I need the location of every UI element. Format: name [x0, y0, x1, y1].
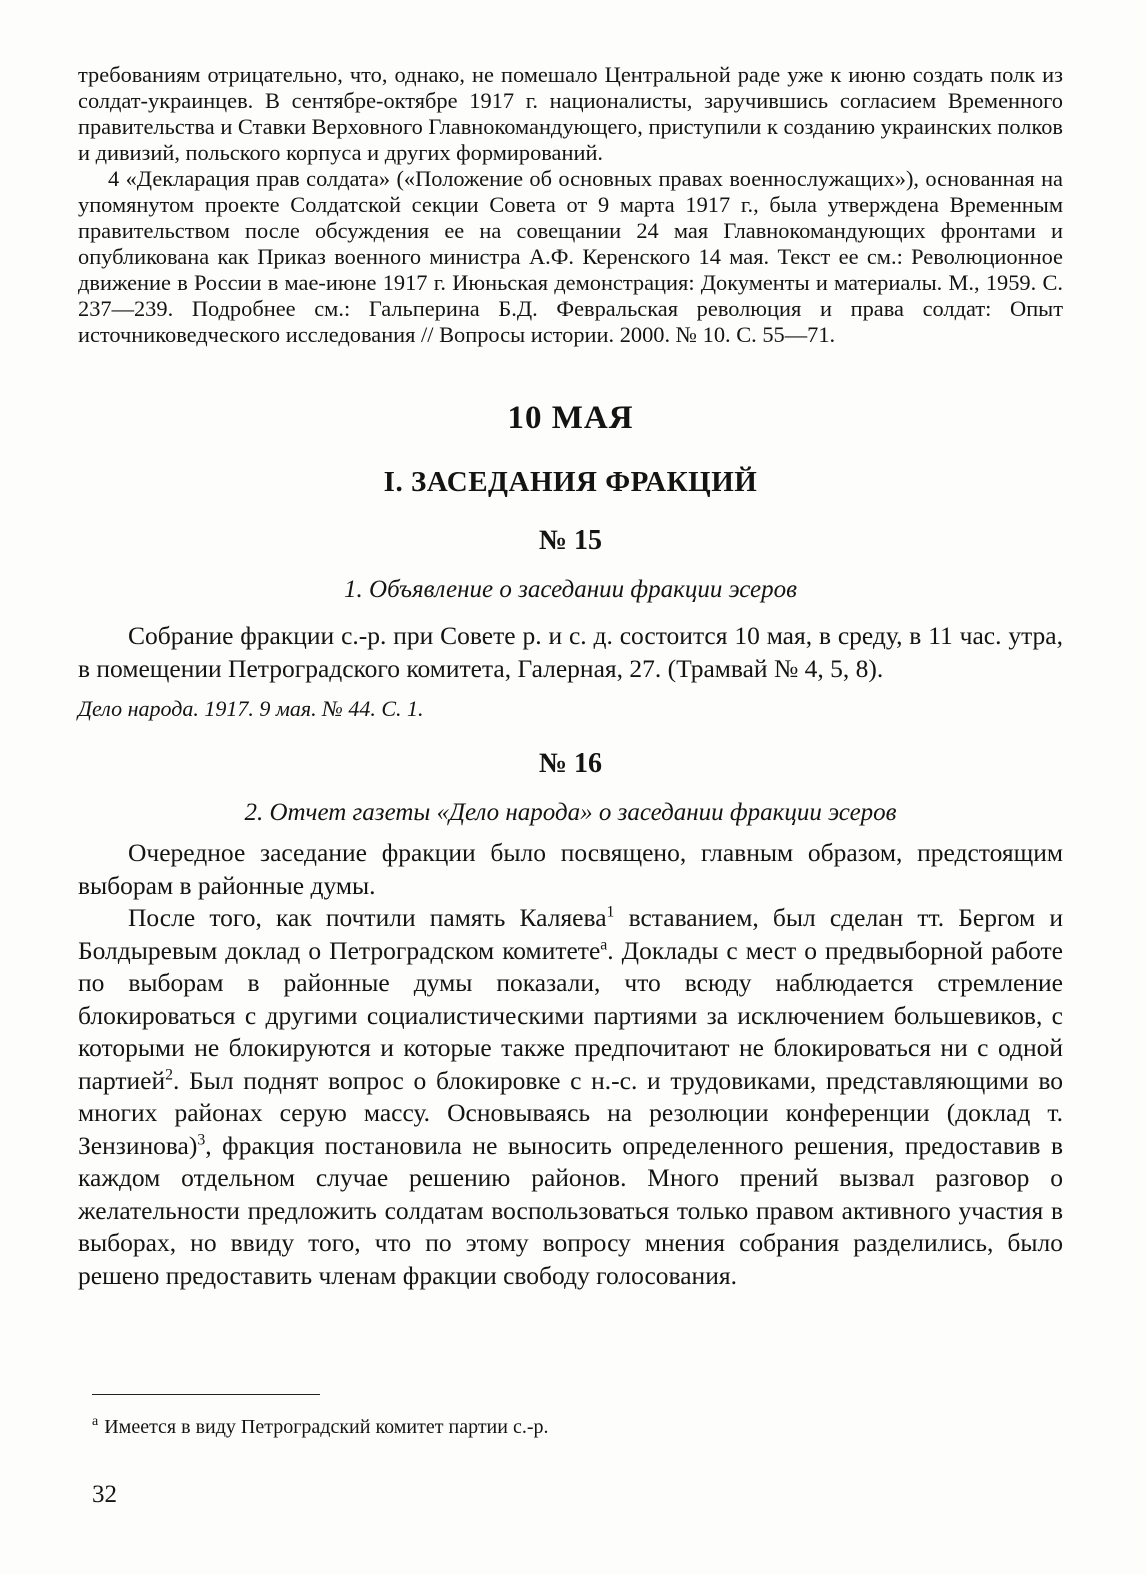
section-heading: I. ЗАСЕДАНИЯ ФРАКЦИЙ — [383, 466, 758, 498]
note-paragraph-continued: требованиям отрицательно, что, однако, не помешало Центральной раде уже к июню создать полк из солдат-украинцев. В сентябре-октябре 1917 г. националисты, заручившись согласием Временного правительства и Ставки Верховного Главнокомандующего, приступили к созданию украинских полков и дивизий, польского корпуса и других формирований. — [78, 62, 1063, 165]
document-body-16 — [78, 837, 1063, 1292]
document-text-15: Собрание фракции с.-р. при Совете р. и с. д. состоится 10 мая, в среду, в 11 час. утра, в помещении Петроградского комитета, Галерная, 27. (Трамвай № 4, 5, 8). — [78, 621, 1063, 683]
note-paragraph-4: 4 «Декларация прав солдата» («Положение об основных правах военнослужащих»), основанная на упомянутом проекте Солдатской секции Совета от 9 марта 1917 г., была утверждена Временным правительством после обсуждения ее на совещании 24 мая Главнокомандующих фронтами и опубликована как Приказ военного министра А.Ф. Керенского 14 мая. Текст ее см.: Революционное движение в России в мае-июне 1917 г. Июньская демонстрация: Документы и материалы. М., 1959. С. 237—239. Подробнее см.: Гальперина Б.Д. Февральская революция и права солдат: Опыт источниковедческого исследования // Вопросы истории. 2000. № 10. С. 55—71. — [78, 166, 1063, 347]
footnote-ref-2: 2 — [165, 1066, 174, 1083]
footnote-ref-3: 3 — [197, 1131, 206, 1148]
paragraph-text: После того, как почтили память Каляева — [128, 903, 607, 932]
document-paragraph-2 — [78, 902, 1063, 1292]
document-title-15: 1. Объявление о заседании фракции эсеров — [344, 576, 797, 603]
document-body-15 — [78, 620, 1063, 685]
paragraph-text: , фракция постановила не выносить определенного решения, предоставив в каждом отдельном случае решению районов. Много прений вызвал разговор о желательности предложить солдатам воспользоваться только правом активного участия в выборах, но ввиду того, что по этому вопросу мнения собрания разделились, было решено предоставить членам фракции свободу голосования. — [78, 1130, 1063, 1290]
page-content — [78, 62, 1063, 1292]
document-paragraph-1: Очередное заседание фракции было посвящено, главным образом, предстоящим выборам в районные думы. — [78, 838, 1063, 900]
paragraph-text: . Доклады с мест о предвыборной работе по выборам в районные думы показали, что всюду наблюдается стремление блокироваться с другими социалистическими партиями за исключением большевиков, с которыми не блокируются и которые также предпочитают не блокироваться ни с одной партией — [78, 935, 1063, 1095]
document-source-15: Дело народа. 1917. 9 мая. № 44. С. 1. — [78, 696, 424, 721]
footnote-text: Имеется в виду Петроградский комитет партии с.-р. — [104, 1416, 549, 1438]
page-number: 32 — [92, 1481, 117, 1508]
previous-notes — [78, 62, 1063, 348]
document-title-16: 2. Отчет газеты «Дело народа» о заседании фракции эсеров — [244, 799, 897, 826]
paragraph-text: . Был поднят вопрос о блокировке с н.-с. и трудовиками, представляющими во многих районах серую массу. Основываясь на резолюции конференции (доклад т. Зензинова) — [78, 1065, 1063, 1160]
paragraph-text: вставанием, был сделан тт. Бергом и Болдыревым доклад о Петроградском комитете — [78, 903, 1063, 965]
footnote-ref-1: 1 — [606, 903, 615, 921]
document-number-16: № 16 — [538, 748, 603, 779]
footnote-divider — [92, 1394, 320, 1395]
footnote-ref-a: а — [600, 936, 608, 953]
footnote — [92, 1414, 1042, 1440]
document-number-15: № 15 — [538, 525, 603, 556]
date-heading: 10 МАЯ — [507, 400, 634, 436]
footnote-mark: а — [92, 1414, 99, 1430]
